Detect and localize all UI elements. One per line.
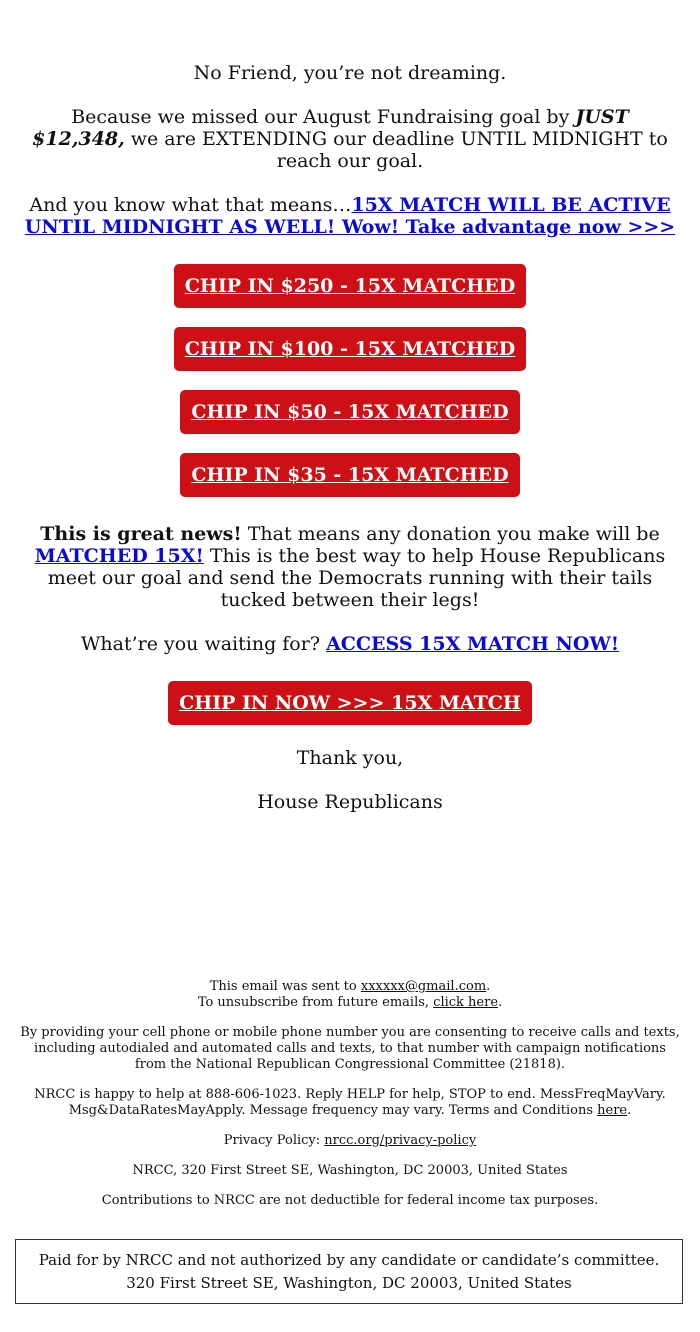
unsubscribe-suffix: .	[498, 995, 503, 1010]
unsubscribe-text: To unsubscribe from future emails,	[197, 995, 434, 1010]
news-bold: This is great news!	[40, 523, 242, 545]
waiting-paragraph	[24, 633, 676, 655]
chip-in-100-button[interactable]: CHIP IN $100 - 15X MATCHED	[174, 327, 526, 371]
chip-in-250-button[interactable]: CHIP IN $250 - 15X MATCHED	[174, 264, 526, 308]
intro-paragraph	[24, 106, 676, 172]
paid-for-disclaimer: Paid for by NRCC and not authorized by any candidate or candidate’s committee. 320 First Street SE, Washington, DC 20003, United States	[15, 1239, 683, 1304]
cta-button-row	[24, 681, 676, 725]
terms-link[interactable]: here	[597, 1103, 628, 1118]
intro-text-1: Because we missed our August Fundraising goal by	[71, 106, 576, 128]
match-active-link[interactable]: 15X MATCH WILL BE ACTIVE UNTIL MIDNIGHT AS WELL! Wow! Take advantage now >>>	[24, 194, 676, 238]
news-text-2: This is the best way to help House Republicans meet our goal and send the Democrats running with their tails tucked between their legs!	[47, 545, 666, 611]
chip-in-now-button[interactable]: CHIP IN NOW >>> 15X MATCH	[168, 681, 532, 725]
sent-to-text: This email was sent to	[209, 979, 361, 994]
greeting-text: No Friend, you’re not dreaming.	[193, 62, 507, 84]
intro-text-2: we are EXTENDING our deadline UNTIL MIDNIGHT to reach our goal.	[124, 128, 668, 172]
waiting-text: What’re you waiting for?	[80, 633, 327, 655]
donate-button-row	[24, 264, 676, 308]
sent-to-line	[20, 979, 680, 995]
email-body	[24, 62, 676, 813]
help-suffix: .	[627, 1103, 632, 1118]
means-paragraph	[24, 194, 676, 238]
email-footer	[20, 979, 680, 1209]
help-line	[20, 1087, 680, 1119]
sent-to-suffix: .	[486, 979, 491, 994]
news-paragraph	[24, 523, 676, 611]
donate-button-row	[24, 390, 676, 434]
unsubscribe-line	[20, 995, 680, 1011]
news-text-1: That means any donation you make will be	[241, 523, 660, 545]
donate-button-row	[24, 327, 676, 371]
help-text: NRCC is happy to help at 888-606-1023. Reply HELP for help, STOP to end. MessFreqMayVary. Msg&DataRatesMayApply. Message frequency may vary. Terms and Conditions	[34, 1087, 666, 1118]
unsubscribe-link[interactable]: click here	[433, 995, 499, 1010]
privacy-text: Privacy Policy:	[223, 1133, 325, 1148]
donate-button-row	[24, 453, 676, 497]
intro-emphasis: JUST $12,348,	[32, 106, 629, 150]
means-text: And you know what that means…	[29, 194, 352, 216]
recipient-email-link[interactable]: xxxxxx@gmail.com	[360, 979, 487, 994]
chip-in-35-button[interactable]: CHIP IN $35 - 15X MATCHED	[180, 453, 519, 497]
privacy-line	[20, 1133, 680, 1149]
chip-in-50-button[interactable]: CHIP IN $50 - 15X MATCHED	[180, 390, 519, 434]
consent-text: By providing your cell phone or mobile phone number you are consenting to receive calls and texts, including autodialed and automated calls and texts, to that number with campaign notifications from the National Republican Congressional Committee (21818).	[20, 1025, 680, 1072]
address-text: NRCC, 320 First Street SE, Washington, DC 20003, United States	[132, 1163, 568, 1178]
thanks-text: Thank you,	[296, 747, 404, 769]
signature-text: House Republicans	[257, 791, 443, 813]
matched-15x-link[interactable]: MATCHED 15X!	[34, 545, 204, 567]
tax-disclaimer: Contributions to NRCC are not deductible for federal income tax purposes.	[101, 1193, 599, 1208]
privacy-policy-link[interactable]: nrcc.org/privacy-policy	[324, 1133, 477, 1148]
access-match-link[interactable]: ACCESS 15X MATCH NOW!	[326, 633, 620, 655]
